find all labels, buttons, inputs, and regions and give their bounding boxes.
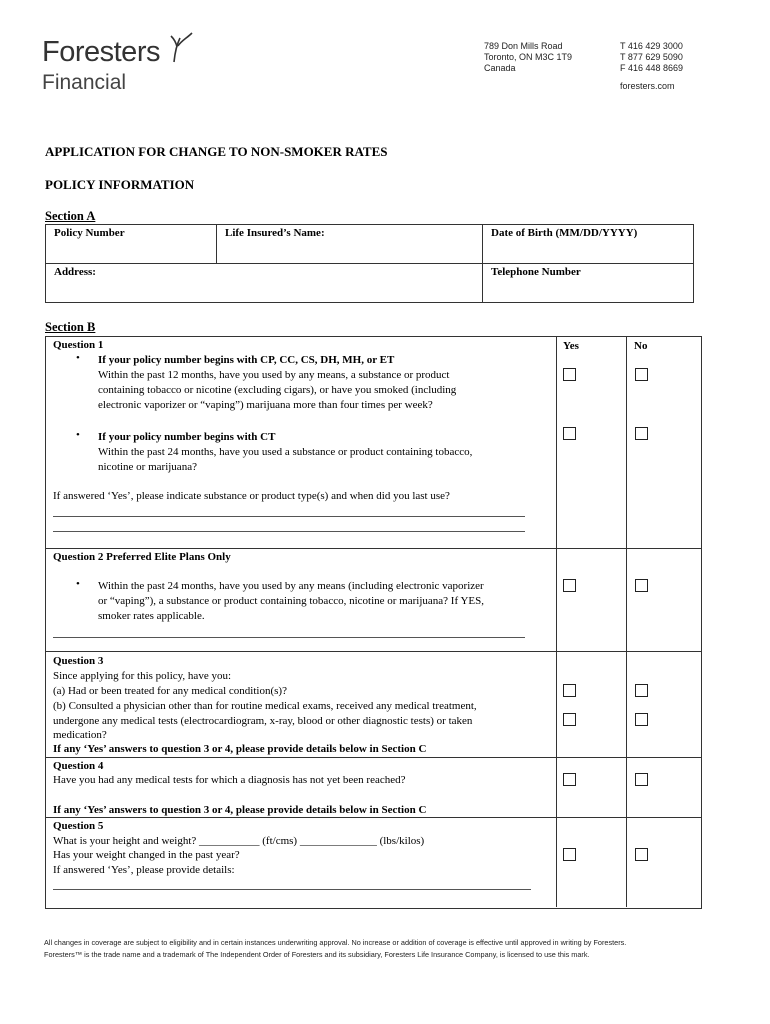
document-title: APPLICATION FOR CHANGE TO NON-SMOKER RATES <box>45 144 388 159</box>
q3-text: undergone any medical tests (electrocardiogram, x-ray, blood or other diagnostic tests) or taken <box>53 715 473 727</box>
phone-line: F 416 448 8669 <box>620 63 684 73</box>
website: foresters.com <box>620 81 675 91</box>
row-divider <box>45 548 701 549</box>
q4-note: If any ‘Yes’ answers to question 3 or 4, please provide details below in Section C <box>53 804 427 816</box>
q1-bullet1-text: electronic vaporizer or “vaping”) marijuana more than four times per week? <box>98 399 433 411</box>
q3-note: If any ‘Yes’ answers to question 3 or 4, please provide details below in Section C <box>53 743 427 755</box>
telephone-label: Telephone Number <box>491 266 581 278</box>
q5-no-checkbox[interactable] <box>635 848 648 861</box>
q5-text: If answered ‘Yes’, please provide details: <box>53 864 235 876</box>
q4-yes-checkbox[interactable] <box>563 773 576 786</box>
yes-column-header: Yes <box>563 340 579 352</box>
q1-bullet1-text: Within the past 12 months, have you used by any means, a substance or product <box>98 369 450 381</box>
q2-text: or “vaping”), a substance or product containing tobacco, nicotine or marijuana? If YES, <box>98 595 484 607</box>
q1-heading: Question 1 <box>53 339 104 351</box>
row-divider <box>45 651 701 652</box>
q1-bullet1-text: containing tobacco or nicotine (excluding cigars), or have you smoked (including <box>98 384 457 396</box>
dob-field[interactable] <box>483 225 694 264</box>
sprig-logo-icon <box>168 30 198 64</box>
q2-text: Within the past 24 months, have you used by any means (including electronic vaporizer <box>98 580 484 592</box>
phone-line: T 877 629 5090 <box>620 52 683 62</box>
q3b-yes-checkbox[interactable] <box>563 713 576 726</box>
section-a-heading: Section A <box>45 209 96 223</box>
address-line: 789 Don Mills Road <box>484 41 563 51</box>
bullet-icon: • <box>76 429 80 441</box>
policy-number-field[interactable] <box>46 225 217 264</box>
q5-height-weight-text: What is your height and weight? ___________ (ft/cms) ______________ (lbs/kilos) <box>53 835 425 847</box>
bullet-icon: • <box>76 352 80 364</box>
address-label: Address: <box>54 266 96 278</box>
q4-no-checkbox[interactable] <box>635 773 648 786</box>
q5-answer-line[interactable] <box>53 889 531 890</box>
q2-yes-checkbox[interactable] <box>563 579 576 592</box>
q3-text: (b) Consulted a physician other than for routine medical exams, received any medical treatment, <box>53 700 477 712</box>
q3-text: Since applying for this policy, have you: <box>53 670 232 682</box>
q2-answer-line[interactable] <box>53 637 525 638</box>
footer-trademark: Foresters™ is the trade name and a trademark of The Independent Order of Foresters and its subsidiary, Foresters Life Insurance Company, is licensed to use this mark. <box>44 950 590 959</box>
q4-heading: Question 4 <box>53 760 104 772</box>
q1a-yes-checkbox[interactable] <box>563 368 576 381</box>
q2-text: smoker rates applicable. <box>98 610 205 622</box>
q5-heading: Question 5 <box>53 820 104 832</box>
q1-answer-line[interactable] <box>53 531 525 532</box>
q3-heading: Question 3 <box>53 655 104 667</box>
q2-heading: Question 2 Preferred Elite Plans Only <box>53 551 231 563</box>
company-phones <box>620 41 683 92</box>
logo-subtitle: Financial <box>42 71 127 94</box>
logo-wordmark: Foresters <box>42 36 160 68</box>
q3a-yes-checkbox[interactable] <box>563 684 576 697</box>
q1-bullet1-heading: If your policy number begins with CP, CC, CS, DH, MH, or ET <box>98 354 395 366</box>
q5-text: Has your weight changed in the past year? <box>53 849 240 861</box>
q1-followup-text: If answered ‘Yes’, please indicate substance or product type(s) and when did you last use? <box>53 490 450 502</box>
address-field[interactable] <box>46 264 483 303</box>
q1a-no-checkbox[interactable] <box>635 368 648 381</box>
q1b-yes-checkbox[interactable] <box>563 427 576 440</box>
life-insured-field[interactable] <box>217 225 483 264</box>
q3-text: (a) Had or been treated for any medical condition(s)? <box>53 685 287 697</box>
q4-text: Have you had any medical tests for which a diagnosis has not yet been reached? <box>53 774 406 786</box>
policy-info-heading: POLICY INFORMATION <box>45 177 195 192</box>
q3a-no-checkbox[interactable] <box>635 684 648 697</box>
q1-bullet2-text: Within the past 24 months, have you used a substance or product containing tobacco, <box>98 446 473 458</box>
q3-text: medication? <box>53 729 107 741</box>
life-insured-label: Life Insured’s Name: <box>225 227 325 239</box>
footer-disclaimer: All changes in coverage are subject to eligibility and in certain instances underwriting approval. No increase or addition of coverage is effective until approved in writing by Foresters. <box>44 938 627 947</box>
q1-bullet2-heading: If your policy number begins with CT <box>98 431 276 443</box>
section-b-heading: Section B <box>45 320 96 334</box>
q1b-no-checkbox[interactable] <box>635 427 648 440</box>
bullet-icon: • <box>76 578 80 590</box>
company-address <box>484 41 572 74</box>
q1-answer-line[interactable] <box>53 516 525 517</box>
q2-no-checkbox[interactable] <box>635 579 648 592</box>
q5-yes-checkbox[interactable] <box>563 848 576 861</box>
no-column-header: No <box>634 340 648 352</box>
dob-label: Date of Birth (MM/DD/YYYY) <box>491 227 638 239</box>
address-line: Toronto, ON M3C 1T9 <box>484 52 573 62</box>
column-divider <box>626 336 627 907</box>
q1-bullet2-text: nicotine or marijuana? <box>98 461 197 473</box>
q3b-no-checkbox[interactable] <box>635 713 648 726</box>
section-a-table <box>45 224 694 303</box>
column-divider <box>556 336 557 907</box>
policy-number-label: Policy Number <box>54 227 125 239</box>
address-line: Canada <box>484 63 516 73</box>
phone-line: T 416 429 3000 <box>620 41 683 51</box>
row-divider <box>45 757 701 758</box>
telephone-field[interactable] <box>483 264 694 303</box>
